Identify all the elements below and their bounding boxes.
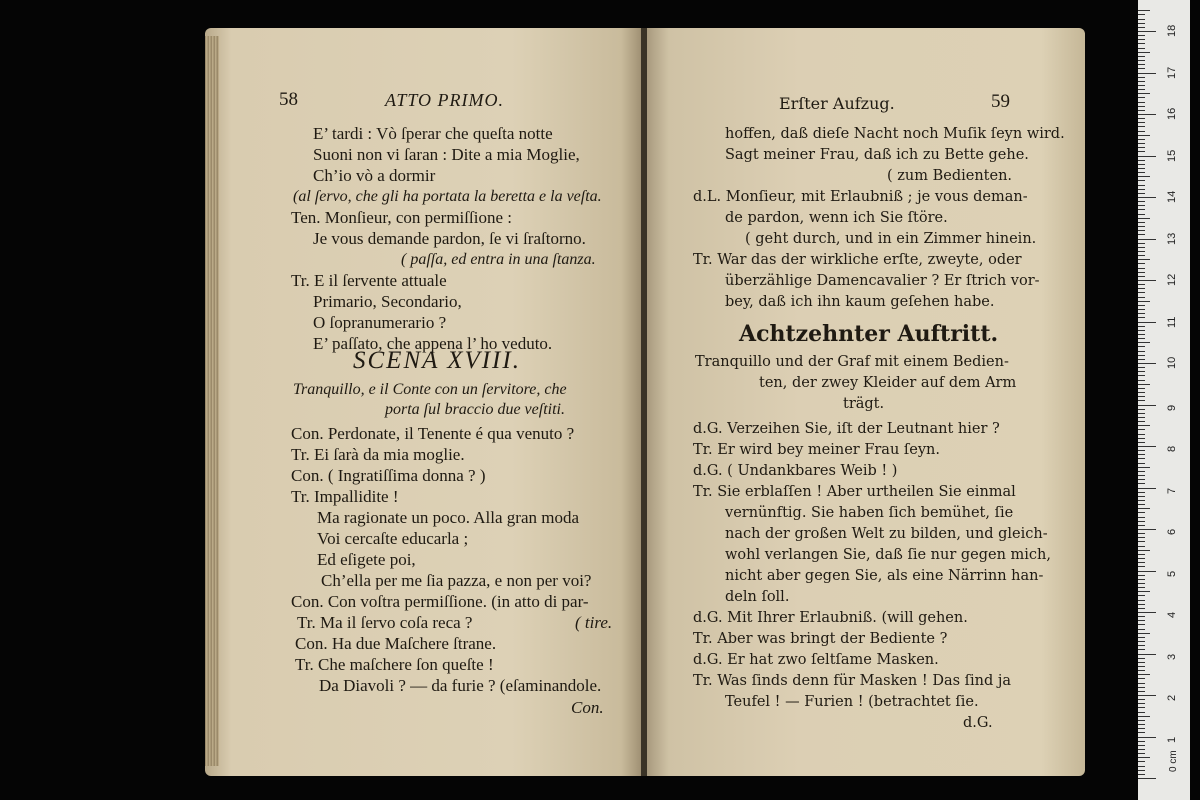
ruler-tick — [1138, 483, 1145, 484]
scene-cast: porta ſul braccio due veſtiti. — [385, 401, 565, 418]
ruler-number: 5 — [1166, 570, 1178, 577]
ruler-tick — [1138, 409, 1145, 410]
running-head: ATTO PRIMO. — [385, 90, 504, 110]
ruler-tick — [1138, 645, 1145, 646]
ruler-tick — [1138, 68, 1145, 69]
ruler-tick — [1138, 761, 1145, 762]
ruler-number: 6 — [1166, 528, 1178, 535]
ruler-tick — [1138, 317, 1145, 318]
ruler-tick — [1138, 351, 1145, 352]
ruler-tick — [1138, 546, 1145, 547]
ruler-tick — [1138, 371, 1145, 372]
ruler-tick — [1138, 31, 1156, 32]
text-line: de pardon, wenn ich Sie ſtöre. — [725, 210, 948, 226]
ruler-tick — [1138, 695, 1156, 696]
ruler-tick — [1138, 297, 1145, 298]
ruler-number: 15 — [1166, 149, 1178, 162]
text-line: Tr. Sie erblaſſen ! Aber urtheilen Sie einmal — [693, 484, 1016, 500]
ruler-tick — [1138, 73, 1156, 74]
ruler-tick — [1138, 151, 1145, 152]
ruler-tick — [1138, 392, 1145, 393]
ruler-tick — [1138, 662, 1145, 663]
ruler-tick — [1138, 263, 1145, 264]
ruler-tick — [1138, 251, 1145, 252]
ruler-tick — [1138, 571, 1156, 572]
text-line: O ſopranumerario ? — [313, 313, 447, 332]
ruler-number: 8 — [1166, 445, 1178, 452]
page-number: 59 — [991, 91, 1010, 112]
ruler-tick — [1138, 446, 1156, 447]
ruler-tick — [1138, 732, 1145, 733]
ruler-tick — [1138, 712, 1145, 713]
ruler-tick — [1138, 209, 1145, 210]
stage-direction: ( geht durch, und in ein Zimmer hinein. — [745, 231, 1037, 247]
ruler-tick — [1138, 52, 1150, 53]
ruler-tick — [1138, 438, 1145, 439]
scene-heading: SCENA XVIII. — [353, 347, 521, 374]
running-head: Erſter Aufzug. — [779, 94, 895, 113]
open-book — [205, 28, 1085, 776]
ruler-tick — [1138, 176, 1150, 177]
text-line: d.G. ( Undankbares Weib ! ) — [693, 463, 898, 479]
ruler-tick — [1138, 687, 1145, 688]
ruler-tick — [1138, 741, 1145, 742]
ruler-tick — [1138, 537, 1145, 538]
text-line: Ch’ella per me ſia pazza, e non per voi? — [321, 571, 592, 590]
ruler-tick — [1138, 421, 1145, 422]
ruler-tick — [1138, 525, 1145, 526]
text-line: Je vous demande pardon, ſe vi ſraſtorno. — [313, 229, 586, 248]
text-line: Tr. Che maſchere ſon queſte ! — [295, 655, 494, 674]
ruler-tick — [1138, 641, 1145, 642]
text-line: E’ tardi : Vò ſperar che queſta notte — [313, 124, 553, 143]
ruler-tick — [1138, 757, 1150, 758]
ruler-tick — [1138, 637, 1145, 638]
ruler-tick — [1138, 14, 1145, 15]
ruler-tick — [1138, 384, 1150, 385]
ruler-tick — [1138, 106, 1145, 107]
ruler-tick — [1138, 504, 1145, 505]
ruler-tick — [1138, 180, 1145, 181]
ruler-tick — [1138, 720, 1145, 721]
ruler-tick — [1138, 716, 1150, 717]
ruler-tick — [1138, 375, 1145, 376]
ruler-tick — [1138, 512, 1145, 513]
ruler-tick — [1138, 164, 1145, 165]
ruler-number: 16 — [1166, 107, 1178, 120]
ruler-tick — [1138, 334, 1145, 335]
ruler-tick — [1138, 64, 1145, 65]
catchword: d.G. — [963, 715, 993, 731]
ruler-tick — [1138, 670, 1145, 671]
text-line: Con. ( Ingratiſſima donna ? ) — [291, 466, 486, 485]
ruler-tick — [1138, 745, 1145, 746]
ruler-tick — [1138, 114, 1156, 115]
text-line: d.L. Monſieur, mit Erlaubniß ; je vous deman- — [693, 189, 1028, 205]
ruler-tick — [1138, 97, 1145, 98]
ruler-tick — [1138, 492, 1145, 493]
ruler-tick — [1138, 193, 1145, 194]
ruler-tick — [1138, 683, 1145, 684]
ruler-tick — [1138, 342, 1150, 343]
ruler-tick — [1138, 172, 1145, 173]
ruler-tick — [1138, 554, 1145, 555]
ruler-tick — [1138, 604, 1145, 605]
ruler-tick — [1138, 330, 1145, 331]
ruler-tick — [1138, 156, 1156, 157]
ruler-tick — [1138, 496, 1145, 497]
text-line: Tr. Ma il ſervo coſa reca ? — [297, 613, 473, 632]
text-line: Con. Ha due Maſchere ſtrane. — [295, 634, 497, 653]
stage-direction: ( tire. — [575, 613, 613, 632]
ruler-number: 2 — [1166, 694, 1178, 701]
ruler-tick — [1138, 707, 1145, 708]
ruler-tick — [1138, 458, 1145, 459]
ruler-tick — [1138, 234, 1145, 235]
text-line: Tr. War das der wirkliche erſte, zweyte, oder — [693, 252, 1022, 268]
text-line: vernünftig. Sie haben ſich bemühet, ſie — [725, 505, 1014, 521]
ruler-tick — [1138, 284, 1145, 285]
scene-cast: Tranquillo, e il Conte con un ſervitore, che — [293, 381, 567, 398]
ruler-tick — [1138, 488, 1156, 489]
text-line: Teufel ! — Furien ! (betrachtet ſie. — [725, 694, 979, 710]
ruler-tick — [1138, 189, 1145, 190]
ruler-tick — [1138, 243, 1145, 244]
ruler-tick — [1138, 633, 1150, 634]
ruler-tick — [1138, 400, 1145, 401]
text-line: Suoni non vi ſaran : Dite a mia Moglie, — [313, 145, 580, 164]
ruler-tick — [1138, 309, 1145, 310]
ruler-tick — [1138, 247, 1145, 248]
ruler-tick — [1138, 363, 1156, 364]
ruler-tick — [1138, 255, 1145, 256]
text-line: Ed eſigete poi, — [317, 550, 416, 569]
ruler-tick — [1138, 475, 1145, 476]
ruler-tick — [1138, 703, 1145, 704]
ruler-number: 7 — [1166, 487, 1178, 494]
text-line: Primario, Secondario, — [313, 292, 462, 311]
ruler-tick — [1138, 27, 1145, 28]
ruler-tick — [1138, 23, 1145, 24]
ruler-tick — [1138, 126, 1145, 127]
ruler-tick — [1138, 35, 1145, 36]
ruler-tick — [1138, 43, 1145, 44]
ruler-tick — [1138, 728, 1145, 729]
ruler-tick — [1138, 326, 1145, 327]
ruler-tick — [1138, 471, 1145, 472]
ruler-tick — [1138, 608, 1145, 609]
ruler-tick — [1138, 288, 1145, 289]
ruler-tick — [1138, 413, 1145, 414]
ruler-tick — [1138, 429, 1145, 430]
text-line: wohl verlangen Sie, daß ſie nur gegen mich, — [725, 547, 1051, 563]
ruler-tick — [1138, 185, 1145, 186]
ruler-tick — [1138, 521, 1145, 522]
ruler-tick — [1138, 272, 1145, 273]
ruler-tick — [1138, 454, 1145, 455]
text-line: d.G. Verzeihen Sie, iſt der Leutnant hier ? — [693, 421, 1000, 437]
ruler-tick — [1138, 168, 1145, 169]
ruler-tick — [1138, 591, 1150, 592]
text-line: Ch’io vò a dormir — [313, 166, 436, 185]
ruler-tick — [1138, 562, 1145, 563]
ruler-tick — [1138, 479, 1145, 480]
ruler-tick — [1138, 139, 1145, 140]
ruler-tick — [1138, 624, 1145, 625]
ruler-tick — [1138, 355, 1145, 356]
text-line: Tr. Er wird bey meiner Frau ſeyn. — [693, 442, 940, 458]
text-line: Tr. E il ſervente attuale — [291, 271, 447, 290]
measuring-ruler — [1138, 0, 1190, 800]
ruler-tick — [1138, 500, 1145, 501]
ruler-tick — [1138, 147, 1145, 148]
text-line: E’ paſſato, che appena l’ ho veduto. — [313, 334, 553, 353]
ruler-tick — [1138, 691, 1145, 692]
scene-cast: trägt. — [843, 396, 885, 412]
ruler-tick — [1138, 434, 1145, 435]
ruler-tick — [1138, 230, 1145, 231]
ruler-number: 11 — [1166, 316, 1178, 328]
text-line: Tr. Was ſinds denn für Masken ! Das ſind ja — [693, 673, 1012, 689]
ruler-tick — [1138, 292, 1145, 293]
ruler-tick — [1138, 508, 1150, 509]
ruler-number: 12 — [1166, 273, 1178, 286]
ruler-tick — [1138, 600, 1145, 601]
text-line: nach der großen Welt zu bilden, und gleich- — [725, 526, 1048, 542]
text-line: Sagt meiner Frau, daß ich zu Bette gehe. — [725, 147, 1029, 163]
ruler-tick — [1138, 442, 1145, 443]
ruler-tick — [1138, 313, 1145, 314]
ruler-tick — [1138, 226, 1145, 227]
text-line: Con. Perdonate, il Tenente é qua venuto ? — [291, 424, 575, 443]
text-line: Da Diavoli ? — da furie ? (eſaminandole. — [319, 676, 602, 695]
ruler-tick — [1138, 612, 1156, 613]
ruler-tick — [1138, 737, 1156, 738]
ruler-tick — [1138, 93, 1150, 94]
ruler-tick — [1138, 10, 1150, 11]
right-page — [647, 28, 1085, 776]
text-line: d.G. Mit Ihrer Erlaubniß. (will gehen. — [693, 610, 968, 626]
ruler-tick — [1138, 19, 1145, 20]
ruler-tick — [1138, 39, 1145, 40]
ruler-tick — [1138, 380, 1145, 381]
ruler-tick — [1138, 417, 1145, 418]
scene-cast: ten, der zwey Kleider auf dem Arm — [759, 375, 1017, 391]
ruler-tick — [1138, 620, 1145, 621]
text-line: hoffen, daß dieſe Nacht noch Muſik ſeyn wird. — [725, 126, 1065, 142]
ruler-number: 9 — [1166, 404, 1178, 411]
ruler-tick — [1138, 160, 1145, 161]
ruler-number: 4 — [1166, 611, 1178, 618]
ruler-tick — [1138, 322, 1156, 323]
text-line: bey, daß ich ihn kaum geſehen habe. — [725, 294, 995, 310]
ruler-tick — [1138, 533, 1145, 534]
ruler-tick — [1138, 48, 1145, 49]
ruler-tick — [1138, 450, 1145, 451]
ruler-tick — [1138, 753, 1145, 754]
ruler-tick — [1138, 529, 1156, 530]
ruler-number: 17 — [1166, 66, 1178, 79]
ruler-tick — [1138, 616, 1145, 617]
ruler-tick — [1138, 276, 1145, 277]
ruler-tick — [1138, 122, 1145, 123]
ruler-tick — [1138, 388, 1145, 389]
ruler-tick — [1138, 575, 1145, 576]
stage-direction: (al ſervo, che gli ha portata la beretta e la veſta. — [293, 188, 602, 205]
ruler-number: 14 — [1166, 190, 1178, 203]
ruler-tick — [1138, 259, 1150, 260]
ruler-tick — [1138, 724, 1145, 725]
ruler-tick — [1138, 280, 1156, 281]
ruler-tick — [1138, 110, 1145, 111]
text-line: Con. Con voſtra permiſſione. (in atto di par- — [291, 592, 589, 611]
text-line: Tr. Impallidite ! — [291, 487, 399, 506]
ruler-number: 13 — [1166, 232, 1178, 245]
page-number: 58 — [279, 89, 298, 110]
ruler-tick — [1138, 201, 1145, 202]
ruler-tick — [1138, 214, 1145, 215]
ruler-tick — [1138, 143, 1145, 144]
text-line: Ma ragionate un poco. Alla gran moda — [317, 508, 580, 527]
ruler-tick — [1138, 338, 1145, 339]
ruler-tick — [1138, 239, 1156, 240]
ruler-tick — [1138, 77, 1145, 78]
ruler-tick — [1138, 774, 1145, 775]
ruler-tick — [1138, 425, 1150, 426]
scene-heading: Achtzehnter Auftritt. — [739, 321, 999, 347]
ruler-tick — [1138, 205, 1145, 206]
ruler-tick — [1138, 396, 1145, 397]
ruler-tick — [1138, 629, 1145, 630]
text-line: Ten. Monſieur, con permiſſione : — [291, 208, 512, 227]
ruler-unit-label: 0 cm — [1168, 750, 1179, 772]
ruler-tick — [1138, 749, 1145, 750]
ruler-tick — [1138, 766, 1145, 767]
ruler-tick — [1138, 463, 1145, 464]
left-page — [205, 28, 643, 776]
ruler-tick — [1138, 550, 1150, 551]
ruler-number: 18 — [1166, 24, 1178, 37]
ruler-tick — [1138, 674, 1150, 675]
ruler-number: 1 — [1166, 736, 1178, 743]
ruler-tick — [1138, 118, 1145, 119]
text-line: d.G. Er hat zwo ſeltſame Masken. — [693, 652, 939, 668]
ruler-tick — [1138, 81, 1145, 82]
ruler-tick — [1138, 541, 1145, 542]
ruler-tick — [1138, 517, 1145, 518]
ruler-tick — [1138, 89, 1145, 90]
ruler-tick — [1138, 405, 1156, 406]
ruler-number: 3 — [1166, 653, 1178, 660]
ruler-tick — [1138, 770, 1145, 771]
ruler-tick — [1138, 566, 1145, 567]
text-line: Tr. Aber was bringt der Bediente ? — [693, 631, 948, 647]
ruler-tick — [1138, 197, 1156, 198]
text-line: Tr. Ei ſarà da mia moglie. — [291, 445, 465, 464]
ruler-tick — [1138, 102, 1145, 103]
ruler-tick — [1138, 595, 1145, 596]
ruler-tick — [1138, 587, 1145, 588]
ruler-tick — [1138, 301, 1150, 302]
ruler-tick — [1138, 359, 1145, 360]
page-edges — [205, 36, 219, 766]
ruler-tick — [1138, 699, 1145, 700]
ruler-tick — [1138, 778, 1156, 779]
ruler-tick — [1138, 85, 1145, 86]
ruler-tick — [1138, 60, 1145, 61]
text-line: Voi cercaſte educarla ; — [317, 529, 469, 548]
ruler-tick — [1138, 666, 1145, 667]
ruler-tick — [1138, 218, 1150, 219]
ruler-tick — [1138, 56, 1145, 57]
ruler-tick — [1138, 654, 1156, 655]
ruler-tick — [1138, 658, 1145, 659]
ruler-tick — [1138, 222, 1145, 223]
ruler-tick — [1138, 135, 1150, 136]
text-line: nicht aber gegen Sie, als eine Närrinn han- — [725, 568, 1044, 584]
text-line: überzählige Damencavalier ? Er ſtrich vor- — [725, 273, 1040, 289]
ruler-number: 10 — [1166, 356, 1178, 369]
catchword: Con. — [571, 698, 604, 717]
ruler-tick — [1138, 678, 1145, 679]
ruler-tick — [1138, 305, 1145, 306]
ruler-tick — [1138, 131, 1145, 132]
ruler-tick — [1138, 583, 1145, 584]
text-line: deln ſoll. — [725, 589, 790, 605]
stage-direction: ( paſſa, ed entra in una ſtanza. — [401, 251, 596, 268]
ruler-tick — [1138, 558, 1145, 559]
ruler-tick — [1138, 367, 1145, 368]
ruler-tick — [1138, 268, 1145, 269]
ruler-tick — [1138, 346, 1145, 347]
ruler-tick — [1138, 649, 1145, 650]
stage-direction: ( zum Bedienten. — [887, 168, 1013, 184]
ruler-tick — [1138, 579, 1145, 580]
scene-cast: Tranquillo und der Graf mit einem Bedien- — [695, 354, 1009, 370]
ruler-tick — [1138, 467, 1150, 468]
